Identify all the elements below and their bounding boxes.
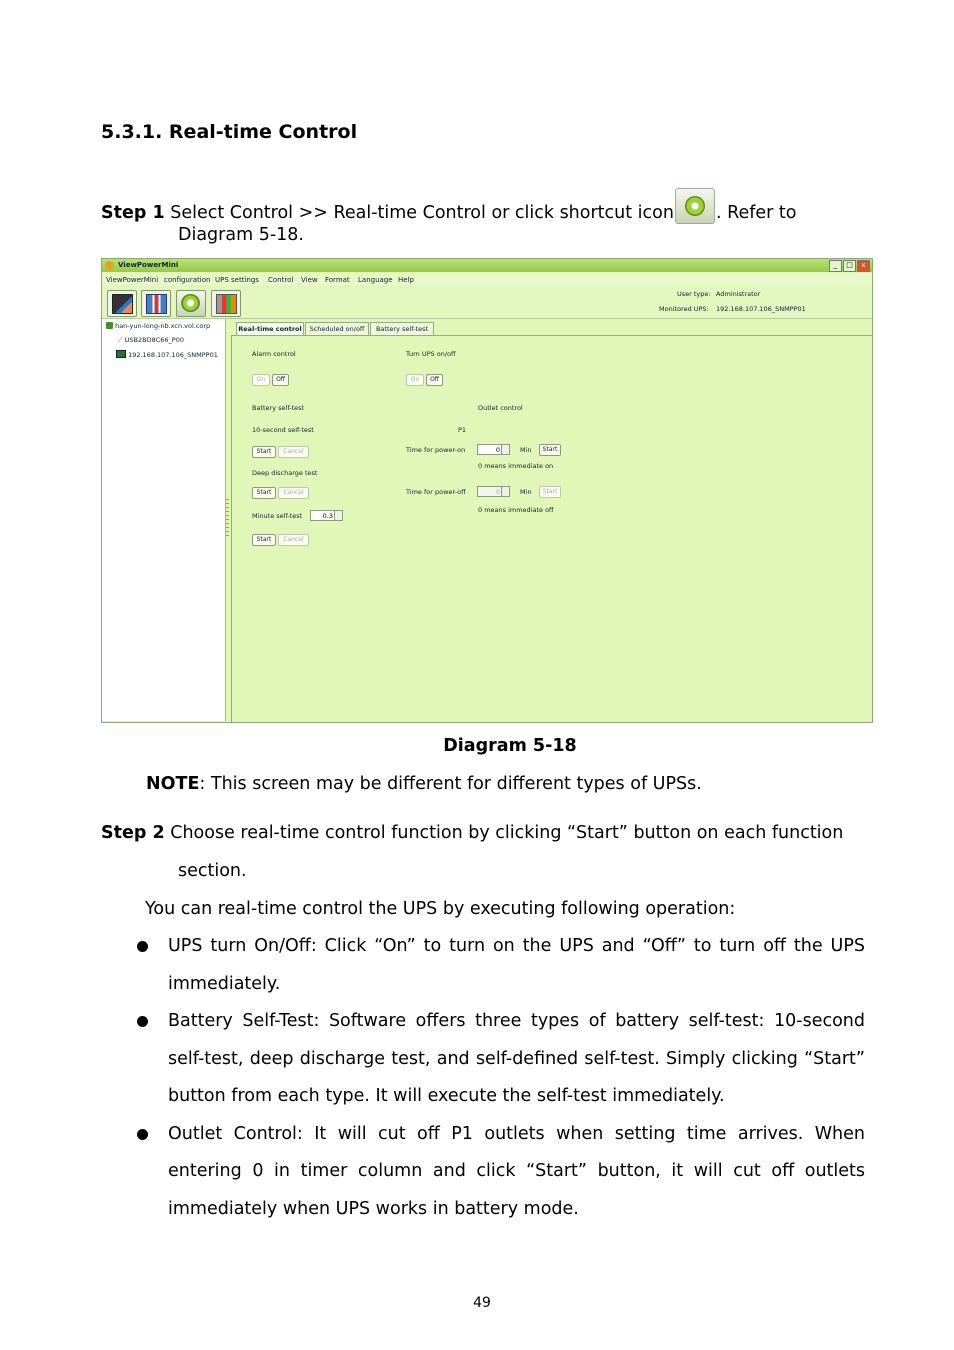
battery-self-test-label: Battery self-test — [252, 404, 305, 412]
settings-toolbar-button[interactable] — [141, 290, 171, 317]
menu-format[interactable]: Format — [325, 276, 350, 284]
toolbar — [102, 287, 872, 319]
control-toolbar-button[interactable] — [176, 290, 206, 317]
deep-discharge-label: Deep discharge test — [252, 469, 318, 477]
bullet2-line3: button from each type. It will execute the self-test immediately. — [168, 1086, 725, 1106]
bullet3-line2: entering 0 in timer column and click “Start” button, it will cut off outlets — [168, 1161, 865, 1181]
note-line — [146, 774, 702, 794]
bar-chart-icon — [216, 294, 237, 314]
power-on-time-spinner[interactable]: 0 — [477, 444, 510, 455]
app-screenshot — [101, 258, 873, 723]
bullet3-line1: Outlet Control: It will cut off P1 outlets when setting time arrives. When — [168, 1124, 865, 1144]
tree-root-label: han-yun-long-nb.xcn.vol.corp — [115, 322, 211, 330]
step2-line — [101, 823, 843, 843]
tab-battery-self-test[interactable]: Battery self-test — [370, 322, 434, 335]
monitored-ups-label: Monitored UPS: — [659, 305, 709, 313]
bullet1-line1: UPS turn On/Off: Click “On” to turn on the UPS and “Off” to turn off the UPS — [168, 936, 865, 956]
step2-line2: section. — [178, 861, 247, 881]
menu-bar — [102, 273, 872, 286]
menu-view[interactable]: View — [301, 276, 318, 284]
control-shortcut-icon — [675, 188, 715, 224]
usb-cable-icon: ⟋ — [118, 336, 123, 344]
bullet-dot — [137, 1129, 148, 1140]
intro-text: You can real-time control the UPS by executing following operation: — [145, 899, 736, 919]
splitter-handle[interactable] — [226, 499, 229, 539]
note-label: NOTE — [146, 774, 200, 794]
step2-text: Choose real-time control function by clicking “Start” button on each function — [170, 823, 844, 843]
menu-configuration[interactable]: configuration — [164, 276, 211, 284]
bullet2-line1: Battery Self-Test: Software offers three types of battery self-test: 10-second — [168, 1011, 865, 1031]
power-off-time-label: Time for power-off — [406, 488, 466, 496]
data-log-toolbar-button[interactable] — [211, 290, 241, 317]
menu-ups-settings[interactable]: UPS settings — [215, 276, 259, 284]
maximize-button[interactable]: □ — [843, 260, 856, 272]
close-button[interactable]: x — [857, 260, 870, 272]
tree-item-snmp-label: 192.168.107.106_SNMPP01 — [128, 351, 218, 359]
minute-self-test-label: Minute self-test — [252, 512, 303, 520]
control-icon — [181, 294, 200, 312]
alarm-on-button[interactable]: On — [252, 374, 270, 386]
control-panel — [231, 319, 871, 721]
computer-icon — [106, 322, 113, 329]
ups-off-button[interactable]: Off — [426, 374, 443, 386]
settings-chart-icon — [146, 294, 167, 314]
step1-text: Select Control >> Real-time Control or click shortcut icon — [170, 203, 674, 223]
bullet1-line2: immediately. — [168, 974, 281, 994]
diagram-caption: Diagram 5-18 — [443, 736, 577, 756]
menu-control[interactable]: Control — [268, 276, 294, 284]
power-off-min-label: Min — [520, 488, 532, 496]
bullet-dot — [137, 941, 148, 952]
monitor-icon — [112, 294, 133, 314]
outlet-p1-label: P1 — [458, 426, 467, 434]
app-title-bar — [102, 259, 872, 272]
tab-real-time-control[interactable]: Real-time control — [236, 322, 304, 336]
menu-help[interactable]: Help — [398, 276, 414, 284]
page-number: 49 — [473, 1295, 491, 1311]
outlet-control-label: Outlet control — [478, 404, 523, 412]
step1-line — [101, 188, 797, 224]
user-type-value: Administrator — [716, 290, 761, 298]
tree-item-usb[interactable] — [118, 336, 184, 345]
minute-start-button[interactable]: Start — [252, 534, 276, 546]
network-device-icon — [116, 350, 126, 358]
power-on-start-button[interactable]: Start — [539, 444, 561, 456]
minute-cancel-button[interactable]: Cancel — [278, 534, 309, 546]
monitored-ups-value: 192.168.107.106_SNMPP01 — [716, 305, 806, 313]
step1-text-after: . Refer to — [715, 203, 797, 223]
ten-second-start-button[interactable]: Start — [252, 446, 276, 458]
ten-second-cancel-button[interactable]: Cancel — [278, 446, 309, 458]
tab-scheduled-on-off[interactable]: Scheduled on/off — [305, 322, 369, 335]
menu-viewpowermini[interactable]: ViewPowerMini — [106, 276, 159, 284]
minute-self-test-spinner[interactable]: 0.3 — [310, 510, 343, 521]
app-logo-icon — [105, 261, 114, 270]
monitor-toolbar-button[interactable] — [107, 290, 137, 317]
app-title: ViewPowerMini — [118, 261, 179, 269]
device-tree — [102, 319, 226, 721]
alarm-control-label: Alarm control — [252, 350, 296, 358]
turn-ups-label: Turn UPS on/off — [406, 350, 456, 358]
power-off-note: 0 means immediate off — [478, 506, 554, 514]
ten-second-self-test-label: 10-second self-test — [252, 426, 314, 434]
real-time-control-content — [231, 335, 873, 723]
step1-line2: Diagram 5-18. — [178, 225, 304, 245]
menu-language[interactable]: Language — [358, 276, 393, 284]
tree-item-snmp[interactable] — [116, 350, 218, 359]
ups-on-button[interactable]: On — [406, 374, 424, 386]
bullet3-line3: immediately when UPS works in battery mode. — [168, 1199, 579, 1219]
step2-label: Step 2 — [101, 823, 165, 843]
deep-discharge-start-button[interactable]: Start — [252, 487, 276, 499]
power-on-min-label: Min — [520, 446, 532, 454]
tree-item-usb-label: USB2BD8C66_P00 — [124, 336, 184, 344]
tree-root[interactable] — [106, 322, 210, 330]
bullet-dot — [137, 1016, 148, 1027]
power-off-start-button[interactable]: Start — [539, 486, 561, 498]
minimize-button[interactable]: _ — [829, 260, 842, 272]
step1-label: Step 1 — [101, 203, 165, 223]
user-type-label: User type: — [677, 290, 711, 298]
bullet2-line2: self-test, deep discharge test, and self-defined self-test. Simply clicking “Start” — [168, 1049, 865, 1069]
section-title: 5.3.1. Real-time Control — [101, 121, 358, 143]
power-on-time-label: Time for power-on — [406, 446, 466, 454]
deep-discharge-cancel-button[interactable]: Cancel — [278, 487, 309, 499]
alarm-off-button[interactable]: Off — [272, 374, 289, 386]
power-on-note: 0 means immediate on — [478, 462, 554, 470]
note-text: : This screen may be different for different types of UPSs. — [199, 774, 702, 794]
power-off-time-spinner[interactable]: 0 — [477, 486, 510, 497]
